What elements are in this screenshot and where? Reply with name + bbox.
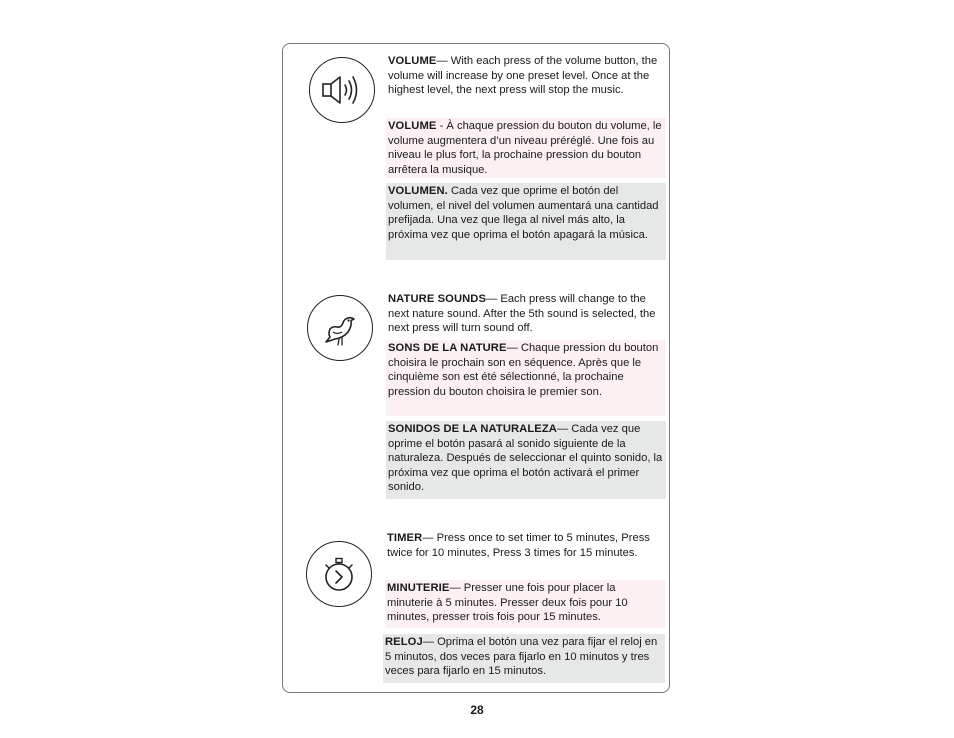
volume-en-text: — With each press of the volume button, the volume will increase by one preset level. Once at the highest level, the next press will stop the music. xyxy=(388,55,658,97)
timer-fr xyxy=(385,580,665,628)
bird-icon xyxy=(307,295,373,361)
volume-en xyxy=(386,53,666,101)
nature-sounds-fr-text: — Chaque pression du bouton choisira le prochain son en séquence. Après que le cinquième son est été sélectionné, la prochaine pression du bouton choisira le premier son. xyxy=(388,342,659,398)
timer-en xyxy=(385,530,660,563)
volume-en-label: VOLUME xyxy=(388,55,437,67)
timer-es-label: RELOJ xyxy=(385,636,423,648)
volume-fr-text: - À chaque pression du bouton du volume, le volume augmentera d’un niveau préréglé. Une fois au niveau le plus fort, la prochaine pression du bouton arrêtera la musique. xyxy=(388,120,662,176)
timer-es xyxy=(383,634,665,683)
volume-es-text: Cada vez que oprime el botón del volumen, el nivel del volumen aumentará una cantidad prefijada. Una vez que llega al nivel más alto, la próxima vez que oprima el botón apagará la música. xyxy=(388,185,659,241)
nature-sounds-fr xyxy=(386,340,666,416)
timer-fr-label: MINUTERIE xyxy=(387,582,450,594)
speaker-icon xyxy=(309,57,375,123)
volume-es xyxy=(386,183,666,260)
nature-sounds-en-label: NATURE SOUNDS xyxy=(388,293,487,305)
page-number: 28 xyxy=(470,703,484,717)
nature-sounds-es xyxy=(386,421,666,499)
nature-sounds-fr-label: SONS DE LA NATURE xyxy=(388,342,507,354)
nature-sounds-en-text: — Each press will change to the next nature sound. After the 5th sound is selected, the next press will turn sound off. xyxy=(388,293,656,335)
timer-en-label: TIMER xyxy=(387,532,423,544)
nature-sounds-en xyxy=(386,291,666,339)
volume-fr-label: VOLUME xyxy=(388,120,437,132)
nature-sounds-es-text: — Cada vez que oprime el botón pasará al sonido siguiente de la naturaleza. Después de seleccionar el quinto sonido, la próxima vez que oprima el botón activará el primer sonido. xyxy=(388,423,663,494)
volume-fr xyxy=(386,118,666,178)
volume-es-label: VOLUMEN. xyxy=(388,185,448,197)
nature-sounds-es-label: SONIDOS DE LA NATURALEZA xyxy=(388,423,557,435)
timer-en-text: — Press once to set timer to 5 minutes, Press twice for 10 minutes, Press 3 times for 15 minutes. xyxy=(387,532,650,559)
timer-es-text: — Oprima el botón una vez para fijar el reloj en 5 minutos, dos veces para fijarlo en 10 minutos y tres veces para fijarlo en 15 minutos. xyxy=(385,636,658,678)
timer-fr-text: — Presser une fois pour placer la minuterie à 5 minutes. Presser deux fois pour 10 minutes, presser trois fois pour 15 minutes. xyxy=(387,582,628,624)
stopwatch-icon xyxy=(306,541,372,607)
